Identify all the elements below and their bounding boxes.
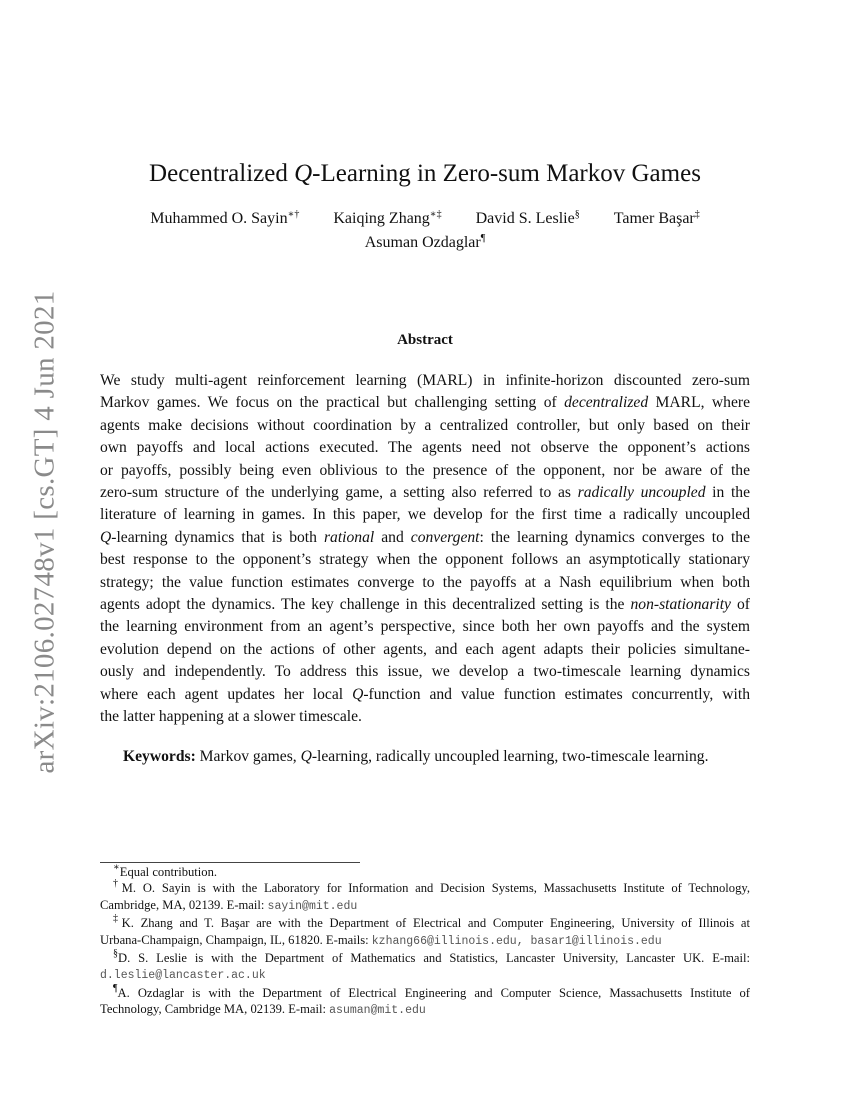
text-segment: best response to the opponent’s strategy when the opponent follows an asymptotically stationary [100, 551, 750, 569]
text-segment: -learning dynamics that is both [111, 528, 324, 546]
italic-text: radically uncoupled [577, 484, 706, 502]
text-segment: Technology, Cambridge MA, 02139. E-mail: [100, 1002, 330, 1017]
abstract-line [100, 616, 750, 638]
italic-text: non-stationarity [630, 596, 731, 614]
footnotes [100, 864, 750, 1020]
text-segment: literature of learning in games. In this paper, we develop for the first time a radically uncoupled [100, 506, 750, 524]
text-segment: We study multi-agent reinforcement learning (MARL) in infinite-horizon discounted zero-sum [100, 372, 750, 389]
footnote-line [100, 932, 750, 950]
paper-title [0, 160, 850, 188]
author [333, 210, 441, 228]
text-segment: and [374, 528, 411, 546]
affiliation-mark: ∗‡ [429, 209, 442, 220]
text-segment: the latter happening at a slower timescale. [100, 708, 362, 726]
text-segment: Cambridge, MA, 02139. E-mail: [100, 897, 268, 912]
text-segment: D. S. Leslie is with the Department of Mathematics and Statistics, Lancaster University, Lancaster UK. E-mail: [118, 951, 750, 966]
arxiv-identifier-sidebar: arXiv:2106.02748v1 [cs.GT] 4 Jun 2021 [28, 290, 61, 774]
text-segment: -Learning in Zero-sum Markov Games [312, 160, 701, 187]
author-list [0, 210, 850, 228]
abstract-line [100, 504, 750, 526]
text-segment: A. Ozdaglar is with the Department of Electrical Engineering and Computer Science, Massachusetts Institute of [117, 985, 750, 1000]
author-name: Asuman Ozdaglar [364, 234, 481, 251]
abstract-line [100, 594, 750, 616]
footnote-mark: ∗ [113, 862, 120, 873]
text-segment: Equal contribution. [119, 865, 218, 879]
author-name: Kaiqing Zhang [333, 210, 430, 227]
italic-text: decentralized [564, 394, 649, 412]
text-segment: Markov games, [195, 748, 301, 765]
text-segment: Markov games. We focus on the practical but challenging setting of [100, 394, 565, 412]
author [150, 210, 299, 228]
affiliation-mark: ‡ [694, 209, 700, 220]
abstract-body [100, 370, 750, 729]
author [476, 210, 580, 228]
italic-text: rational [323, 528, 375, 546]
text-segment: -learning, radically uncoupled learning, two-timescale learning. [311, 748, 709, 765]
italic-text: convergent [410, 528, 480, 546]
text-segment: in the [705, 484, 750, 502]
footnote-line [100, 864, 750, 880]
abstract-line [100, 460, 750, 482]
author-list-row-2 [0, 234, 850, 252]
email-address: asuman@mit.edu [329, 1004, 426, 1018]
footnote-rule [100, 862, 360, 863]
footnote-line [100, 915, 750, 931]
author-name: Tamer Başar [613, 210, 695, 227]
footnote-line [100, 982, 750, 1001]
author [614, 210, 700, 228]
abstract-line [100, 437, 750, 459]
abstract-line [100, 370, 750, 392]
footnote-line [100, 880, 750, 896]
italic-text: Q [294, 160, 313, 187]
text-segment: strategy; the value function estimates converge to the payoffs at a Nash equilibrium when both [100, 573, 750, 591]
text-segment: evolution depend on the actions of other agents, and each agent adapts their policies simultane- [100, 640, 750, 658]
affiliation-mark: § [574, 209, 580, 220]
abstract-line [100, 572, 750, 594]
affiliation-mark: ∗† [287, 209, 300, 220]
text-segment: where each agent updates her local [100, 685, 353, 703]
author-name: Muhammed O. Sayin [150, 210, 288, 227]
abstract-line [100, 706, 750, 728]
text-segment: of [730, 596, 750, 614]
footnote-line [100, 950, 750, 966]
abstract-line [100, 684, 750, 706]
author [365, 234, 486, 252]
abstract-line [100, 392, 750, 414]
text-segment: MARL, where [648, 394, 750, 412]
text-segment: : the learning dynamics converges to the [479, 528, 751, 546]
text-segment: Urbana-Champaign, Champaign, IL, 61820. E-mails: [100, 932, 372, 947]
footnote-mark: § [113, 948, 118, 960]
footnote-line [100, 1001, 750, 1019]
keywords [123, 748, 708, 766]
footnote-line [100, 897, 750, 915]
abstract-line [100, 415, 750, 437]
text-segment: M. O. Sayin is with the Laboratory for Information and Decision Systems, Massachusetts Institute of Technology, [121, 881, 750, 896]
footnote-mark: ¶ [113, 982, 118, 994]
text-segment: -function and value function estimates concurrently, with [363, 685, 750, 703]
abstract-heading: Abstract [397, 332, 453, 348]
abstract-line [100, 482, 750, 504]
italic-text: Q [100, 528, 112, 546]
text-segment: agents make decisions without coordination by a centralized controller, but only based on their [100, 416, 750, 434]
abstract-line [100, 661, 750, 683]
text-segment: Decentralized [149, 160, 295, 187]
author-name: David S. Leslie [475, 210, 575, 227]
abstract-line [100, 639, 750, 661]
text-segment: ously and independently. To address this issue, we develop a two-timescale learning dynamics [100, 663, 750, 681]
text-segment: or payoffs, possibly being even oblivious to the presence of the opponent, nor be aware of the [100, 461, 750, 479]
text-segment: agents adopt the dynamics. The key challenge in this decentralized setting is the [100, 596, 631, 614]
email-address: kzhang66@illinois.edu, basar1@illinois.edu [371, 934, 662, 948]
abstract-line [100, 549, 750, 571]
footnote-line [100, 966, 750, 984]
affiliation-mark: ¶ [480, 233, 486, 244]
email-address: d.leslie@lancaster.ac.uk [100, 969, 266, 983]
italic-text: Q [300, 748, 312, 765]
footnote-mark: † [113, 878, 122, 890]
text-segment: K. Zhang and T. Başar are with the Department of Electrical and Computer Engineering, University of Illinois at [121, 916, 751, 931]
text-segment: zero-sum structure of the underlying game, a setting also referred to as [100, 484, 578, 502]
text-segment: own payoffs and local actions executed. The agents need not observe the opponent’s actions [100, 439, 750, 457]
abstract-line [100, 527, 750, 549]
italic-text: Q [352, 685, 364, 703]
footnote-mark: ‡ [113, 913, 122, 925]
text-segment: the learning environment from an agent’s perspective, since both her own payoffs and the system [100, 618, 750, 636]
email-address: sayin@mit.edu [267, 899, 358, 913]
text-segment: Keywords: [123, 748, 196, 765]
